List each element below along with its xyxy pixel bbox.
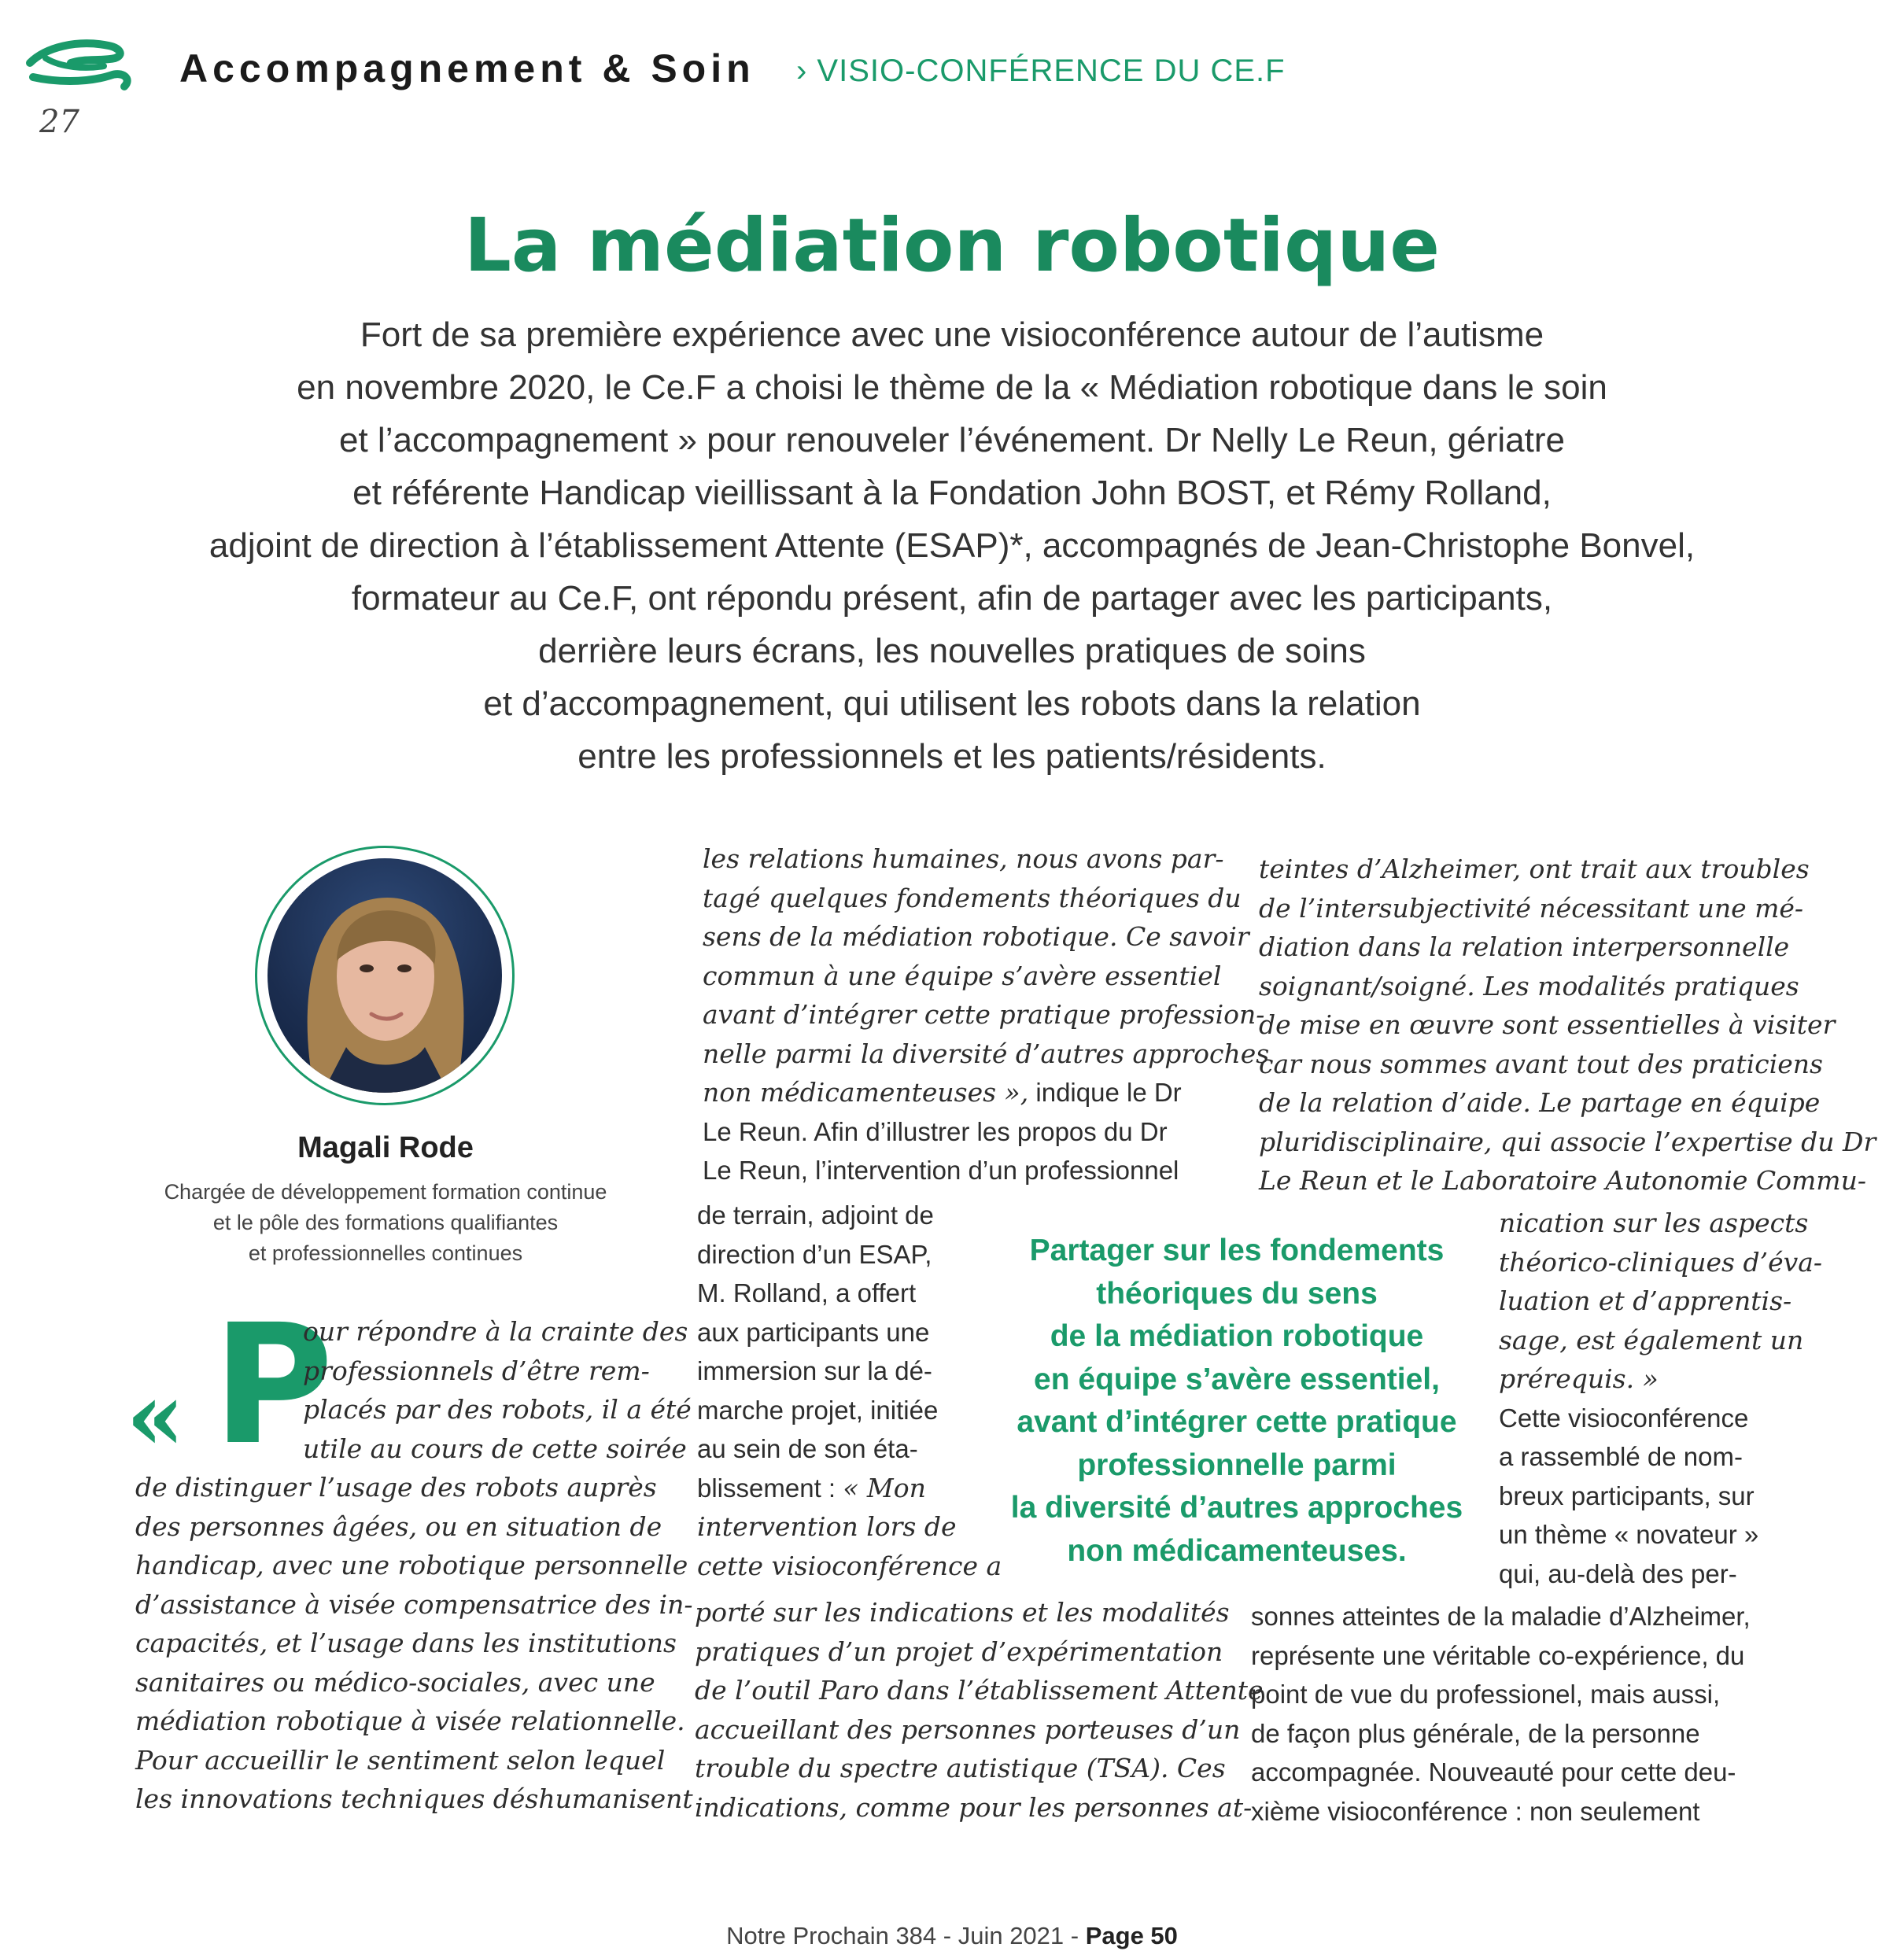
text-line: avant d’intégrer cette pratique profession- bbox=[703, 999, 1265, 1030]
text-line: M. Rolland, a offert bbox=[697, 1278, 917, 1307]
text-line: de mise en œuvre sont essentielles à visiter bbox=[1259, 1009, 1836, 1040]
text-line: nelle parmi la diversité d’autres approches bbox=[703, 1038, 1270, 1069]
opening-quote-mark: « bbox=[126, 1361, 185, 1472]
text-line: représente une véritable co-expérience, du bbox=[1251, 1640, 1745, 1670]
intro-line: adjoint de direction à l’établissement Attente (ESAP)*, accompagnés de Jean-Christophe Bonvel, bbox=[208, 526, 1696, 565]
text-line: les innovations techniques déshumanisent bbox=[135, 1783, 693, 1814]
intro-line: en novembre 2020, le Ce.F a choisi le thème de la « Médiation robotique dans le soin bbox=[297, 368, 1607, 407]
text-line: immersion sur la dé- bbox=[697, 1356, 932, 1385]
intro-line: entre les professionnels et les patients/résidents. bbox=[577, 737, 1327, 776]
text-line: de distinguer l’usage des robots auprès bbox=[135, 1472, 657, 1503]
text-fragment-italic: non médicamenteuses », bbox=[703, 1077, 1029, 1108]
text-line: xième visioconférence : non seulement bbox=[1251, 1796, 1700, 1826]
text-line: au sein de son éta- bbox=[697, 1434, 918, 1463]
text-line: tagé quelques fondements théoriques du bbox=[703, 882, 1242, 913]
text-line: de la relation d’aide. Le partage en équipe bbox=[1259, 1087, 1821, 1118]
text-fragment-roman: blissement : bbox=[697, 1473, 843, 1503]
text-line: pratiques d’un projet d’expérimentation bbox=[695, 1636, 1223, 1667]
text-line: de terrain, adjoint de bbox=[697, 1200, 934, 1230]
text-line: professionnels d’être rem- bbox=[303, 1355, 650, 1386]
pull-quote-line: avant d’intégrer cette pratique bbox=[1017, 1405, 1457, 1439]
text-line: Le Reun, l’intervention d’un professionnel bbox=[703, 1156, 1179, 1185]
text-line: capacités, et l’usage dans les institutions bbox=[135, 1628, 677, 1658]
pull-quote-line: professionnelle parmi bbox=[1077, 1448, 1397, 1482]
text-line: Pour accueillir le sentiment selon lequel bbox=[135, 1744, 666, 1776]
drop-cap: P bbox=[212, 1289, 334, 1481]
intro-line: et l’accompagnement » pour renouveler l’événement. Dr Nelly Le Reun, gériatre bbox=[339, 421, 1565, 459]
pull-quote-line: de la médiation robotique bbox=[1050, 1319, 1424, 1353]
text-line: médiation robotique à visée relationnelle. bbox=[135, 1706, 685, 1736]
portrait-photo-icon bbox=[268, 858, 502, 1093]
text-line: trouble du spectre autistique (TSA). Ces bbox=[695, 1753, 1226, 1783]
text-line: les relations humaines, nous avons par- bbox=[703, 843, 1224, 874]
text-line: théorico-cliniques d’éva- bbox=[1499, 1246, 1823, 1278]
author-portrait bbox=[268, 858, 502, 1093]
text-line: de l’intersubjectivité nécessitant une mé- bbox=[1259, 892, 1804, 924]
text-line: indications, comme pour les personnes at- bbox=[695, 1791, 1253, 1823]
text-line: a rassemblé de nom- bbox=[1499, 1442, 1743, 1471]
column-2-top-text bbox=[703, 839, 1270, 1190]
article-title: La médiation robotique bbox=[464, 203, 1440, 289]
pull-quote-line: théoriques du sens bbox=[1096, 1276, 1378, 1311]
author-role-line: et le pôle des formations qualifiantes bbox=[212, 1211, 559, 1234]
column-3-narrow-text bbox=[1499, 1204, 1823, 1593]
column-1-dropcap-text bbox=[303, 1312, 692, 1468]
text-line: porté sur les indications et les modalités bbox=[695, 1597, 1230, 1628]
handwritten-note: 27 bbox=[39, 104, 79, 140]
text-line: accueillant des personnes porteuses d’un bbox=[695, 1713, 1241, 1745]
section-subtitle: › VISIO-CONFÉRENCE DU CE.F bbox=[796, 53, 1286, 88]
intro-line: et d’accompagnement, qui utilisent les robots dans la relation bbox=[483, 684, 1421, 723]
pull-quote-line: en équipe s’avère essentiel, bbox=[1034, 1362, 1440, 1396]
text-line: de l’outil Paro dans l’établissement Attente bbox=[695, 1675, 1264, 1706]
text-line bbox=[703, 1073, 1218, 1112]
pull-quote-line: Partager sur les fondements bbox=[1029, 1234, 1445, 1267]
text-line: luation et d’apprentis- bbox=[1499, 1285, 1792, 1316]
text-line: teintes d’Alzheimer, ont trait aux troubles bbox=[1259, 854, 1810, 884]
text-fragment-italic: « Mon bbox=[843, 1472, 926, 1503]
section-title: Accompagnement & Soin bbox=[179, 46, 755, 90]
text-line bbox=[697, 1469, 980, 1508]
intro-paragraph bbox=[197, 308, 1707, 783]
text-line: nication sur les aspects bbox=[1499, 1208, 1809, 1238]
text-line: placés par des robots, il a été bbox=[303, 1394, 692, 1425]
author-role-line: et professionnelles continues bbox=[248, 1241, 523, 1265]
column-1-text bbox=[135, 1468, 693, 1819]
column-2-bottom-text bbox=[695, 1593, 1264, 1827]
text-line: commun à une équipe s’avère essentiel bbox=[703, 960, 1222, 991]
text-line: accompagnée. Nouveauté pour cette deu- bbox=[1251, 1757, 1736, 1787]
publication-info: Notre Prochain 384 - Juin 2021 - bbox=[726, 1922, 1086, 1949]
text-line: d’assistance à visée compensatrice des in- bbox=[135, 1588, 693, 1620]
hand-logo-icon bbox=[22, 31, 140, 98]
text-line: cette visioconférence a bbox=[697, 1550, 1002, 1581]
text-line: de façon plus générale, de la personne bbox=[1251, 1718, 1700, 1748]
text-line: sens de la médiation robotique. Ce savoir bbox=[703, 921, 1249, 952]
pull-quote-line: non médicamenteuses. bbox=[1067, 1533, 1407, 1568]
text-line: sage, est également un bbox=[1499, 1324, 1804, 1355]
page-footer bbox=[0, 1922, 1904, 1950]
text-line: handicap, avec une robotique personnelle bbox=[135, 1550, 688, 1580]
text-line: Cette visioconférence bbox=[1499, 1403, 1749, 1433]
text-line: utile au cours de cette soirée bbox=[303, 1433, 687, 1464]
author-name: Magali Rode bbox=[297, 1131, 474, 1164]
text-line: des personnes âgées, ou en situation de bbox=[135, 1510, 662, 1542]
author-role bbox=[126, 1177, 645, 1269]
intro-line: et référente Handicap vieillissant à la Fondation John BOST, et Rémy Rolland, bbox=[352, 474, 1552, 512]
text-line: direction d’un ESAP, bbox=[697, 1239, 932, 1269]
text-line: pluridisciplinaire, qui associe l’expertise du Dr bbox=[1259, 1126, 1876, 1157]
text-fragment-roman: indique le Dr bbox=[1028, 1078, 1182, 1107]
text-line: un thème « novateur » bbox=[1499, 1520, 1759, 1549]
text-line: breux participants, sur bbox=[1499, 1481, 1755, 1510]
text-line: Le Reun et le Laboratoire Autonomie Commu- bbox=[1259, 1165, 1866, 1196]
text-line: sonnes atteintes de la maladie d’Alzheimer, bbox=[1251, 1602, 1751, 1631]
text-line: intervention lors de bbox=[697, 1511, 957, 1542]
text-line: aux participants une bbox=[697, 1317, 930, 1347]
text-line: Le Reun. Afin d’illustrer les propos du Dr bbox=[703, 1116, 1168, 1146]
text-line: car nous sommes avant tout des praticiens bbox=[1259, 1048, 1823, 1079]
text-line: point de vue du professionel, mais aussi, bbox=[1251, 1680, 1721, 1709]
text-line: diation dans la relation interpersonnelle bbox=[1259, 931, 1790, 962]
text-line: qui, au-delà des per- bbox=[1499, 1558, 1737, 1588]
column-3-bottom-text bbox=[1251, 1597, 1770, 1831]
intro-line: derrière leurs écrans, les nouvelles pratiques de soins bbox=[538, 632, 1366, 670]
text-line: our répondre à la crainte des bbox=[303, 1316, 688, 1347]
text-line: soignant/soigné. Les modalités pratiques bbox=[1259, 970, 1799, 1001]
column-3-top-text bbox=[1259, 850, 1876, 1200]
author-role-line: Chargée de développement formation continue bbox=[164, 1180, 607, 1204]
intro-line: Fort de sa première expérience avec une visioconférence autour de l’autisme bbox=[360, 315, 1544, 354]
column-2-narrow-text bbox=[697, 1196, 1002, 1585]
page-number: Page 50 bbox=[1085, 1922, 1178, 1949]
pull-quote bbox=[993, 1230, 1481, 1573]
text-line: prérequis. » bbox=[1499, 1363, 1659, 1394]
text-line: sanitaires ou médico-sociales, avec une bbox=[135, 1666, 655, 1698]
intro-line: formateur au Ce.F, ont répondu présent, afin de partager avec les participants, bbox=[351, 579, 1553, 618]
pull-quote-line: la diversité d’autres approches bbox=[1010, 1491, 1463, 1525]
text-line: marche projet, initiée bbox=[697, 1395, 939, 1425]
